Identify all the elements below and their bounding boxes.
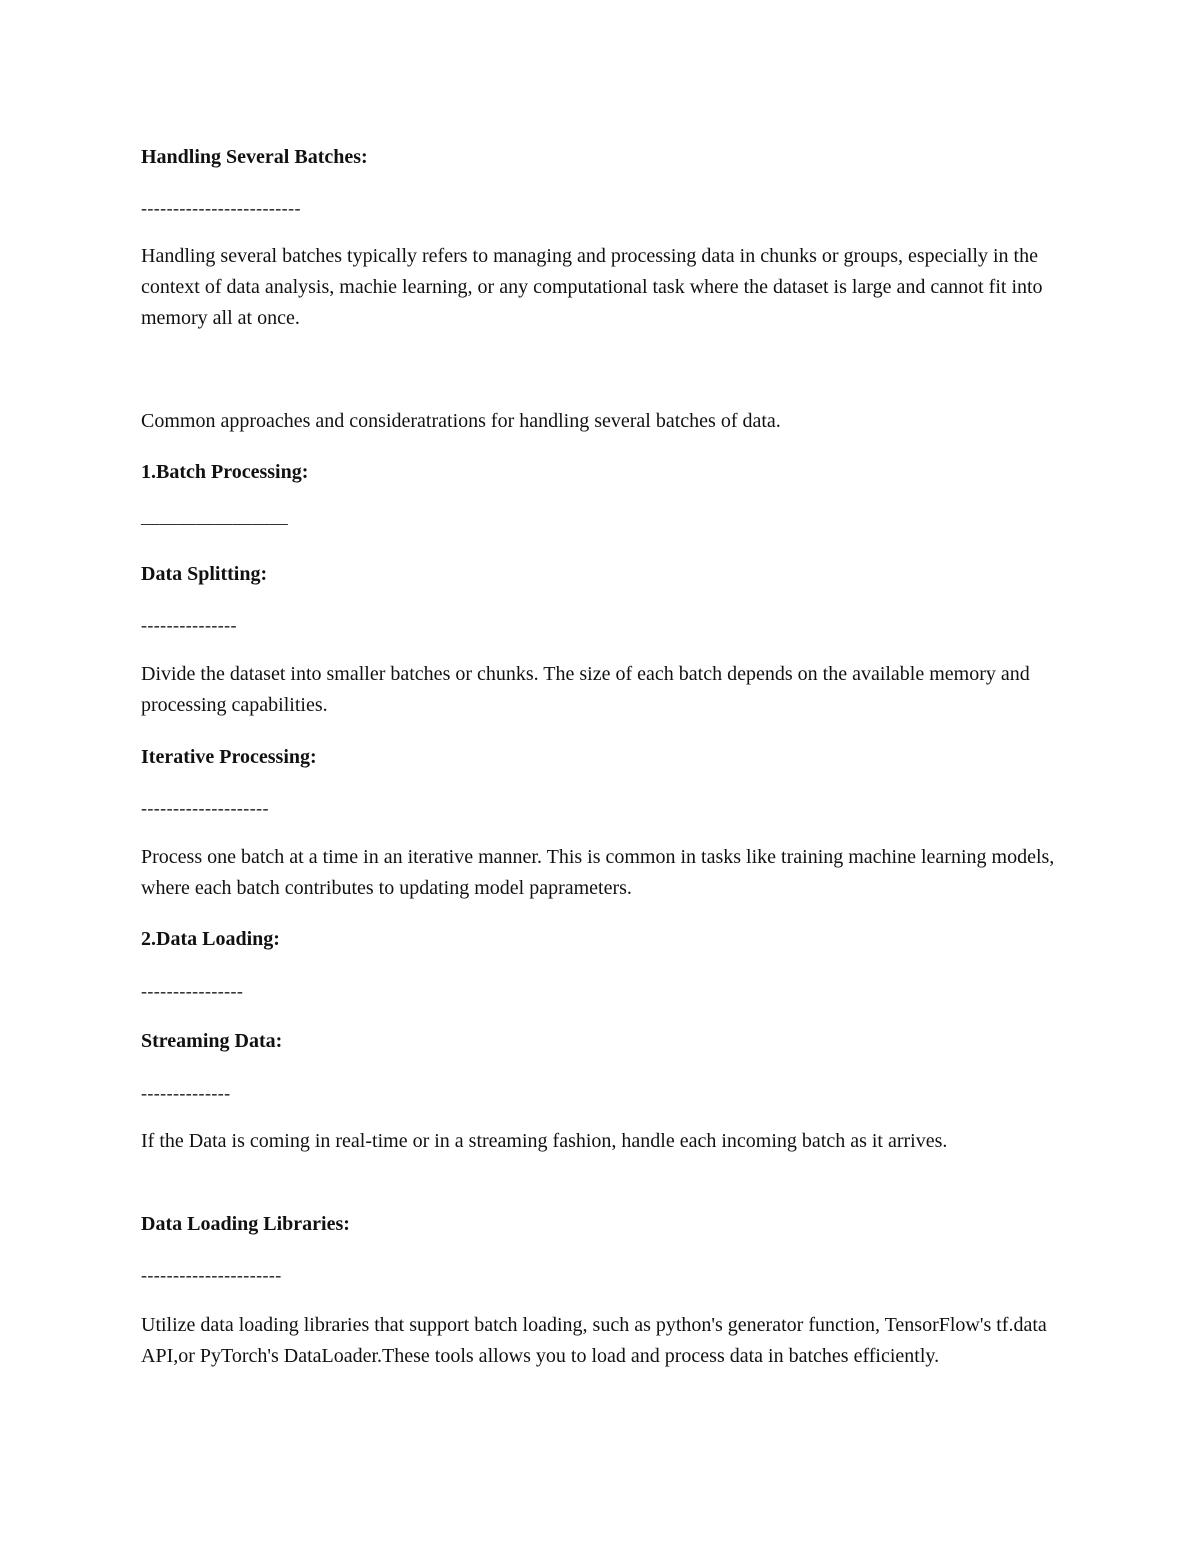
streaming-data-heading: Streaming Data: xyxy=(141,1030,283,1052)
section-1-rule: ———————— xyxy=(141,513,289,533)
section-2-rule: ---------------- xyxy=(141,981,244,1001)
document-title: Handling Several Batches: xyxy=(141,146,368,168)
intro-paragraph: Handling several batches typically refers to managing and processing data in chunks or groups, especially in the context of data analysis, machie learning, or any computational task where the dataset is large and cannot fit into memory all at once. xyxy=(141,245,1043,329)
data-loading-libraries-heading: Data Loading Libraries: xyxy=(141,1213,350,1235)
streaming-data-rule: -------------- xyxy=(141,1083,231,1103)
data-splitting-rule: --------------- xyxy=(141,615,237,635)
iterative-processing-heading: Iterative Processing: xyxy=(141,746,317,768)
title-rule: ------------------------- xyxy=(141,198,301,218)
section-2-heading: 2.Data Loading: xyxy=(141,928,280,950)
data-splitting-heading: Data Splitting: xyxy=(141,563,268,585)
common-approaches-text: Common approaches and consideratrations for handling several batches of data. xyxy=(141,410,781,432)
data-loading-libraries-rule: ---------------------- xyxy=(141,1265,282,1285)
iterative-processing-rule: -------------------- xyxy=(141,798,269,818)
iterative-processing-paragraph: Process one batch at a time in an iterative manner. This is common in tasks like training machine learning models, where each batch contributes to updating model paprameters. xyxy=(141,846,1055,899)
section-1-heading: 1.Batch Processing: xyxy=(141,461,309,483)
streaming-data-paragraph: If the Data is coming in real-time or in a streaming fashion, handle each incoming batch as it arrives. xyxy=(141,1130,948,1152)
data-loading-libraries-paragraph: Utilize data loading libraries that support batch loading, such as python's generator function, TensorFlow's tf.data API,or PyTorch's DataLoader.These tools allows you to load and process data in batches efficiently. xyxy=(141,1314,1047,1367)
data-splitting-paragraph: Divide the dataset into smaller batches or chunks. The size of each batch depends on the available memory and processing capabilities. xyxy=(141,663,1030,716)
